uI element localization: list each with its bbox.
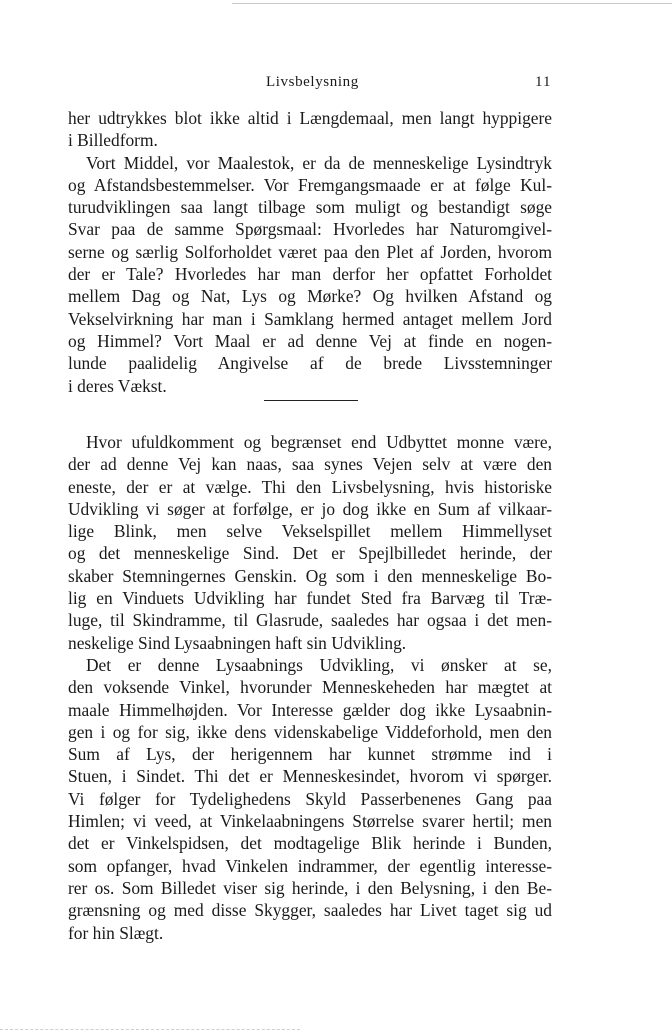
text-line: Udvikling vi søger at forfølge, er jo dog ikke en Sum af vilkaar-	[68, 498, 552, 519]
text-line: i deres Vækst.	[68, 375, 167, 396]
text-line: Svar paa de samme Spørgsmaal: Hvorledes har Naturomgivel-	[68, 219, 552, 240]
text-line: der er Tale? Hvorledes har man derfor her opfattet Forholdet	[68, 264, 552, 285]
text-line: og det menneskelige Sind. Det er Spejlbilledet herinde, der	[68, 543, 552, 564]
running-head	[0, 71, 672, 95]
text-line: serne og særlig Solforholdet været paa den Plet af Jorden, hvorom	[68, 241, 552, 262]
text-line: grænsning og med disse Skygger, saaledes har Livet taget sig ud	[68, 900, 552, 921]
text-line: der ad denne Vej kan naas, saa synes Vejen selv at være den	[68, 454, 552, 475]
text-line: lige Blink, men selve Vekselspillet mellem Himmellyset	[68, 521, 552, 542]
paragraph	[68, 654, 552, 944]
running-title: Livsbelysning	[266, 74, 359, 90]
text-line: neskelige Sind Lysaabningen haft sin Udvikling.	[68, 632, 407, 653]
text-line: for hin Slægt.	[68, 922, 164, 943]
text-line: det er Vinkelspidsen, det modtagelige Blik herinde i Bunden,	[68, 833, 552, 854]
text-line: rer os. Som Billedet viser sig herinde, i den Belysning, i den Be-	[68, 877, 552, 898]
text-line: lig en Vinduets Udvikling har fundet Sted fra Barvæg til Træ-	[68, 588, 552, 609]
text-line: her udtrykkes blot ikke altid i Længdemaal, men langt hyppigere	[68, 108, 552, 128]
section-divider	[264, 400, 358, 401]
text-line: maale Himmelhøjden. Vor Interesse gælder dog ikke Lysaabnin-	[68, 699, 552, 720]
text-line: lunde paalidelig Angivelse af de brede Livsstemninger	[68, 353, 552, 374]
page-number: 11	[535, 74, 552, 90]
text-line: i Billedform.	[68, 130, 158, 151]
text-line: og Himmel? Vort Maal er ad denne Vej at finde en nogen-	[68, 330, 552, 351]
paragraph	[68, 152, 552, 397]
text-line: Stuen, i Sindet. Thi det er Menneskesindet, hvorom vi spørger.	[68, 766, 552, 787]
text-line: Vi følger for Tydelighedens Skyld Passerbenenes Gang paa	[68, 788, 552, 809]
text-block-upper	[68, 107, 552, 397]
paragraph	[68, 431, 552, 654]
text-line: skaber Stemningernes Genskin. Og som i den menneskelige Bo-	[68, 565, 552, 586]
text-line: Himlen; vi veed, at Vinkelaabningens Størrelse svarer hertil; men	[68, 811, 552, 832]
text-line: eneste, der er at vælge. Thi den Livsbelysning, hvis historiske	[68, 476, 552, 497]
text-line: luge, til Skindramme, til Glasrude, saaledes har ogsaa i det men-	[68, 610, 552, 631]
scan-edge-top	[232, 3, 672, 4]
text-block-lower	[68, 431, 552, 944]
text-line: mellem Dag og Nat, Lys og Mørke? Og hvilken Afstand og	[68, 286, 552, 307]
paragraph	[68, 107, 552, 152]
text-line: turudviklingen saa langt tilbage som muligt og bestandigt søge	[68, 197, 552, 218]
text-line: Det er denne Lysaabnings Udvikling, vi ønsker at se,	[86, 654, 552, 675]
text-line: Hvor ufuldkomment og begrænset end Udbyttet monne være,	[86, 432, 552, 452]
text-line: Vort Middel, vor Maalestok, er da de menneskelige Lysindtryk	[86, 152, 552, 173]
text-line: og Afstandsbestemmelser. Vor Fremgangsmaade er at følge Kul-	[68, 174, 552, 195]
text-line: som opfanger, hvad Vinkelen indrammer, der egentlig interesse-	[68, 855, 552, 876]
scan-edge-bottom	[0, 1029, 300, 1030]
text-line: den voksende Vinkel, hvorunder Menneskeheden har mægtet at	[68, 677, 552, 698]
text-line: Vekselvirkning har man i Samklang hermed antaget mellem Jord	[68, 308, 552, 329]
text-line: gen i og for sig, ikke dens videnskabelige Viddeforhold, men den	[68, 721, 552, 742]
text-line: Sum af Lys, der herigennem har kunnet strømme ind i	[68, 744, 552, 765]
